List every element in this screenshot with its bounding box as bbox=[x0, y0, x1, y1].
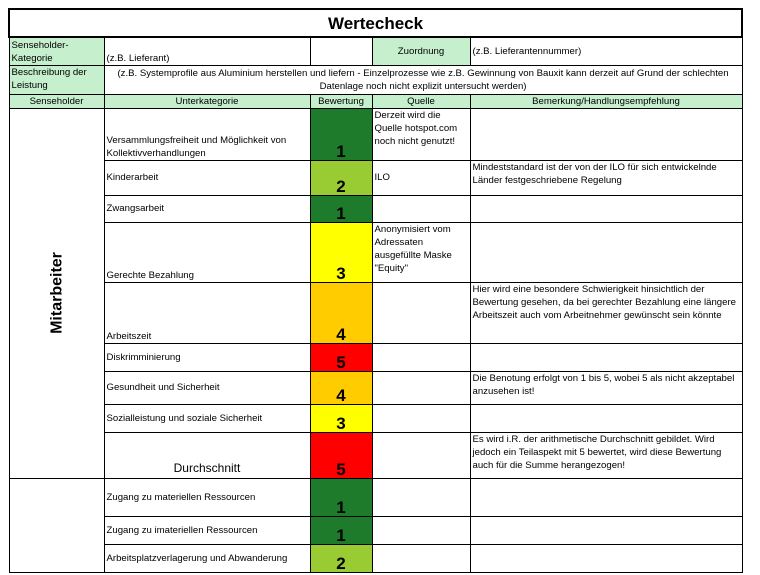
rating-cell[interactable]: 1 bbox=[310, 516, 372, 544]
rating-cell[interactable]: 3 bbox=[310, 404, 372, 432]
subcategory-cell[interactable]: Arbeitsplatzverlagerung und Abwanderung bbox=[104, 544, 310, 572]
source-cell[interactable]: Derzeit wird die Quelle hotspot.com noch nicht genutzt! bbox=[372, 108, 470, 160]
description-label: Beschreibung der Leistung bbox=[9, 65, 104, 94]
remark-cell[interactable] bbox=[470, 343, 742, 371]
sheet-title: Wertecheck bbox=[9, 9, 742, 37]
subcategory-cell[interactable]: Zugang zu materiellen Ressourcen bbox=[104, 478, 310, 516]
remark-cell[interactable] bbox=[470, 195, 742, 222]
wertecheck-table bbox=[8, 8, 743, 573]
stakeholder-group-label: Mitarbeiter bbox=[48, 252, 65, 334]
subcategory-cell[interactable]: Gesundheit und Sicherheit bbox=[104, 371, 310, 404]
worksheet bbox=[8, 8, 741, 573]
stakeholder-group-2 bbox=[9, 478, 104, 572]
source-cell[interactable]: Anonymisiert vom Adressaten ausgefüllte Maske "Equity" bbox=[372, 222, 470, 282]
subcategory-cell[interactable]: Sozialleistung und soziale Sicherheit bbox=[104, 404, 310, 432]
remark-cell[interactable] bbox=[470, 478, 742, 516]
rating-cell[interactable]: 1 bbox=[310, 478, 372, 516]
remark-cell[interactable] bbox=[470, 516, 742, 544]
header-subcategory: Unterkategorie bbox=[104, 94, 310, 108]
rating-cell[interactable]: 2 bbox=[310, 160, 372, 195]
rating-cell[interactable]: 1 bbox=[310, 108, 372, 160]
average-remark-cell[interactable]: Es wird i.R. der arithmetische Durchschnitt gebildet. Wird jedoch ein Teilaspekt mit 5 bewertet, wird diese Bewertung auch für die Summe herangezogen! bbox=[470, 432, 742, 478]
description-value[interactable]: (z.B. Systemprofile aus Aluminium herstellen und liefern - Einzelprozesse wie z.B. Gewinnung von Bauxit kann derzeit auf Grund der schlechten Datenlage noch nicht explizit untersucht werden) bbox=[104, 65, 742, 94]
average-rating-cell[interactable]: 5 bbox=[310, 432, 372, 478]
rating-cell[interactable]: 5 bbox=[310, 343, 372, 371]
rating-cell[interactable]: 4 bbox=[310, 282, 372, 343]
category-value[interactable]: (z.B. Lieferant) bbox=[104, 37, 310, 65]
remark-cell[interactable]: Hier wird eine besondere Schwierigkeit hinsichtlich der Bewertung gesehen, da bei gerechter Bezahlung eine längere Arbeitszeit auch vom Arbeitnehmer gewünscht sein könnte bbox=[470, 282, 742, 343]
source-cell[interactable] bbox=[372, 516, 470, 544]
stakeholder-group-employees bbox=[9, 108, 104, 478]
spacer-cell bbox=[310, 37, 372, 65]
average-label: Durchschnitt bbox=[104, 432, 310, 478]
subcategory-cell[interactable]: Gerechte Bezahlung bbox=[104, 222, 310, 282]
remark-cell[interactable] bbox=[470, 544, 742, 572]
rating-cell[interactable]: 2 bbox=[310, 544, 372, 572]
header-rating: Bewertung bbox=[310, 94, 372, 108]
remark-cell[interactable] bbox=[470, 222, 742, 282]
average-source-cell[interactable] bbox=[372, 432, 470, 478]
source-cell[interactable] bbox=[372, 478, 470, 516]
remark-cell[interactable]: Die Benotung erfolgt von 1 bis 5, wobei 5 als nicht akzeptabel anzusehen ist! bbox=[470, 371, 742, 404]
source-cell[interactable] bbox=[372, 404, 470, 432]
remark-cell[interactable] bbox=[470, 404, 742, 432]
source-cell[interactable] bbox=[372, 343, 470, 371]
subcategory-cell[interactable]: Zwangsarbeit bbox=[104, 195, 310, 222]
source-cell[interactable] bbox=[372, 544, 470, 572]
subcategory-cell[interactable]: Versammlungsfreiheit und Möglichkeit von Kollektivverhandlungen bbox=[104, 108, 310, 160]
rating-cell[interactable]: 1 bbox=[310, 195, 372, 222]
source-cell[interactable] bbox=[372, 371, 470, 404]
remark-cell[interactable] bbox=[470, 108, 742, 160]
rating-cell[interactable]: 3 bbox=[310, 222, 372, 282]
subcategory-cell[interactable]: Arbeitszeit bbox=[104, 282, 310, 343]
subcategory-cell[interactable]: Kinderarbeit bbox=[104, 160, 310, 195]
header-source: Quelle bbox=[372, 94, 470, 108]
remark-cell[interactable]: Mindeststandard ist der von der ILO für sich entwickelnde Länder festgeschriebene Regelung bbox=[470, 160, 742, 195]
source-cell[interactable]: ILO bbox=[372, 160, 470, 195]
subcategory-cell[interactable]: Zugang zu imateriellen Ressourcen bbox=[104, 516, 310, 544]
rating-cell[interactable]: 4 bbox=[310, 371, 372, 404]
header-stakeholder: Senseholder bbox=[9, 94, 104, 108]
assignment-label: Zuordnung bbox=[372, 37, 470, 65]
category-label: Senseholder-Kategorie bbox=[9, 37, 104, 65]
subcategory-cell[interactable]: Diskrimminierung bbox=[104, 343, 310, 371]
source-cell[interactable] bbox=[372, 195, 470, 222]
assignment-value[interactable]: (z.B. Lieferantennummer) bbox=[470, 37, 742, 65]
source-cell[interactable] bbox=[372, 282, 470, 343]
header-remark: Bemerkung/Handlungsempfehlung bbox=[470, 94, 742, 108]
